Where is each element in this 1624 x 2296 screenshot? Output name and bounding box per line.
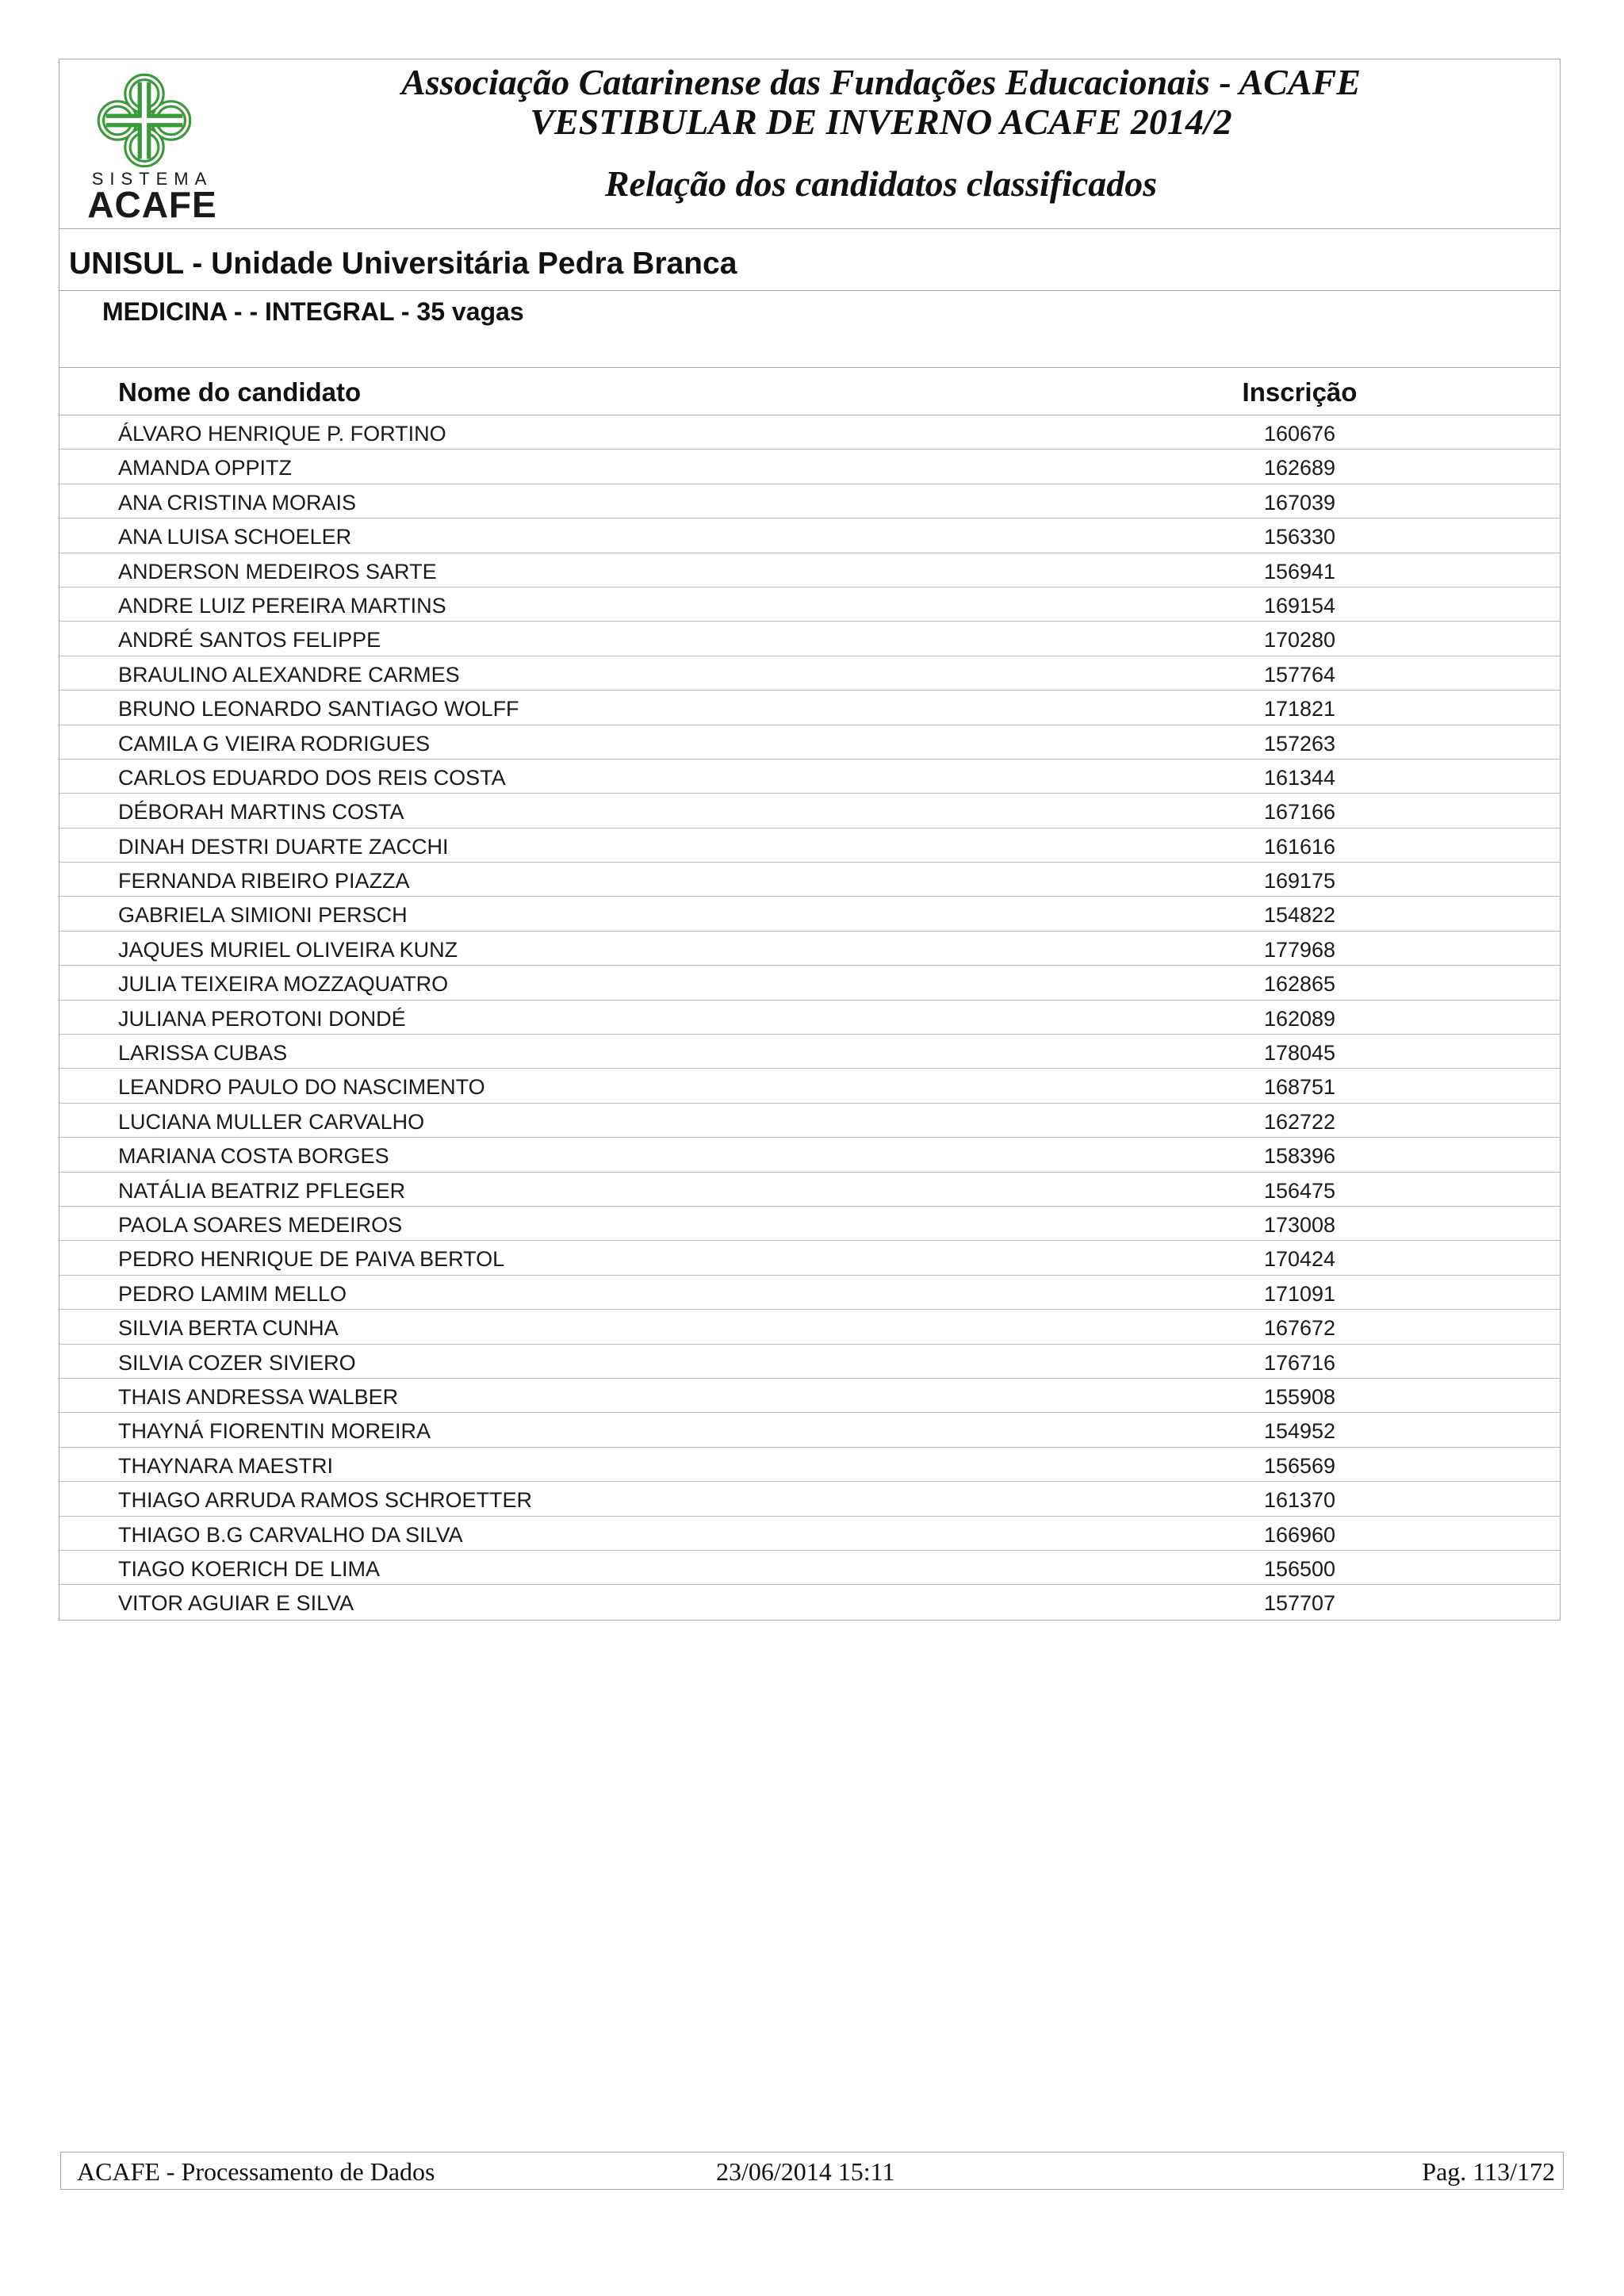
table-row bbox=[59, 1001, 1560, 1035]
candidate-name: BRAULINO ALEXANDRE CARMES bbox=[118, 662, 460, 687]
candidate-registration: 170280 bbox=[1263, 628, 1336, 652]
candidate-name: GABRIELA SIMIONI PERSCH bbox=[118, 903, 408, 928]
candidate-name: ANDRÉ SANTOS FELIPPE bbox=[118, 628, 381, 652]
candidate-registration: 173008 bbox=[1263, 1212, 1336, 1237]
candidate-registration: 166960 bbox=[1263, 1522, 1336, 1547]
table-row bbox=[59, 1035, 1560, 1069]
table-row bbox=[59, 966, 1560, 1000]
candidate-registration: 169175 bbox=[1263, 869, 1336, 894]
table-row bbox=[59, 794, 1560, 828]
candidate-registration: 162089 bbox=[1263, 1006, 1336, 1031]
candidate-name: VITOR AGUIAR E SILVA bbox=[118, 1591, 354, 1616]
candidate-name: LUCIANA MULLER CARVALHO bbox=[118, 1109, 425, 1134]
candidate-name: PEDRO LAMIM MELLO bbox=[118, 1281, 347, 1306]
candidate-registration: 161370 bbox=[1263, 1488, 1336, 1513]
candidate-registration: 162689 bbox=[1263, 456, 1336, 480]
candidate-registration: 161616 bbox=[1263, 834, 1336, 859]
table-row bbox=[59, 1413, 1560, 1447]
table-row bbox=[59, 450, 1560, 484]
footer-source: ACAFE - Processamento de Dados bbox=[77, 2157, 435, 2186]
candidate-name: ANDERSON MEDEIROS SARTE bbox=[118, 559, 437, 584]
table-row bbox=[59, 1276, 1560, 1310]
candidate-name: MARIANA COSTA BORGES bbox=[118, 1144, 389, 1169]
table-row bbox=[59, 1241, 1560, 1275]
candidate-name: JAQUES MURIEL OLIVEIRA KUNZ bbox=[118, 937, 458, 962]
candidate-registration: 160676 bbox=[1263, 422, 1336, 446]
table-row bbox=[59, 553, 1560, 587]
column-header-name: Nome do candidato bbox=[118, 377, 362, 407]
candidate-name: THAIS ANDRESSA WALBER bbox=[118, 1384, 399, 1409]
table-row bbox=[59, 622, 1560, 656]
candidate-registration: 176716 bbox=[1263, 1350, 1336, 1375]
candidate-name: ANA CRISTINA MORAIS bbox=[118, 490, 357, 515]
table-row bbox=[59, 725, 1560, 760]
candidate-name: AMANDA OPPITZ bbox=[118, 456, 293, 480]
candidate-registration: 171091 bbox=[1263, 1281, 1336, 1306]
page-footer bbox=[60, 2152, 1564, 2190]
table-row bbox=[59, 1207, 1560, 1241]
candidate-name: NATÁLIA BEATRIZ PFLEGER bbox=[118, 1178, 406, 1203]
document-header bbox=[59, 59, 1560, 229]
table-row bbox=[59, 587, 1560, 622]
candidate-name: ÁLVARO HENRIQUE P. FORTINO bbox=[118, 422, 446, 446]
candidate-registration: 170424 bbox=[1263, 1247, 1336, 1272]
table-row bbox=[59, 1551, 1560, 1585]
candidate-registration: 167039 bbox=[1263, 490, 1336, 515]
candidate-name: ANA LUISA SCHOELER bbox=[118, 525, 352, 549]
candidate-name: JULIA TEIXEIRA MOZZAQUATRO bbox=[118, 972, 449, 997]
candidate-name: CAMILA G VIEIRA RODRIGUES bbox=[118, 731, 431, 756]
table-row bbox=[59, 760, 1560, 794]
candidate-registration: 177968 bbox=[1263, 937, 1336, 962]
candidate-name: PAOLA SOARES MEDEIROS bbox=[118, 1212, 403, 1237]
table-row bbox=[59, 1379, 1560, 1413]
table-row bbox=[59, 484, 1560, 519]
table-row bbox=[59, 1173, 1560, 1207]
table-row bbox=[59, 519, 1560, 553]
acafe-emblem-icon bbox=[94, 71, 194, 170]
unit-name: UNISUL - Unidade Universitária Pedra Branca bbox=[69, 247, 737, 281]
candidate-registration: 157263 bbox=[1263, 731, 1336, 756]
table-row bbox=[59, 656, 1560, 691]
candidate-registration: 156941 bbox=[1263, 559, 1336, 584]
table-row bbox=[59, 897, 1560, 931]
footer-page-number: Pag. 113/172 bbox=[1422, 2157, 1555, 2186]
candidate-registration: 156330 bbox=[1263, 525, 1336, 549]
table-row bbox=[59, 1448, 1560, 1482]
candidate-name: THIAGO B.G CARVALHO DA SILVA bbox=[118, 1522, 463, 1547]
candidate-name: DINAH DESTRI DUARTE ZACCHI bbox=[118, 834, 449, 859]
course-name: MEDICINA - - INTEGRAL - 35 vagas bbox=[102, 297, 524, 326]
candidate-registration: 156500 bbox=[1263, 1556, 1336, 1581]
candidate-name: LEANDRO PAULO DO NASCIMENTO bbox=[118, 1075, 485, 1100]
candidate-registration: 178045 bbox=[1263, 1041, 1336, 1066]
candidate-name: ANDRE LUIZ PEREIRA MARTINS bbox=[118, 593, 446, 618]
candidate-name: THIAGO ARRUDA RAMOS SCHROETTER bbox=[118, 1488, 533, 1513]
exam-title: VESTIBULAR DE INVERNO ACAFE 2014/2 bbox=[530, 101, 1232, 142]
candidate-registration: 168751 bbox=[1263, 1075, 1336, 1100]
candidate-registration: 158396 bbox=[1263, 1144, 1336, 1169]
table-row bbox=[59, 691, 1560, 725]
candidate-name: JULIANA PEROTONI DONDÉ bbox=[118, 1006, 406, 1031]
table-row bbox=[59, 1138, 1560, 1172]
candidate-name: CARLOS EDUARDO DOS REIS COSTA bbox=[118, 765, 506, 790]
candidate-registration: 155908 bbox=[1263, 1384, 1336, 1409]
table-row bbox=[59, 1517, 1560, 1551]
organization-title: Associação Catarinense das Fundações Educacionais - ACAFE bbox=[401, 62, 1361, 102]
candidate-registration: 162865 bbox=[1263, 972, 1336, 997]
table-row bbox=[59, 863, 1560, 897]
candidate-registration: 162722 bbox=[1263, 1109, 1336, 1134]
candidate-registration: 167166 bbox=[1263, 800, 1336, 825]
logo-sistema-text: SISTEMA bbox=[91, 169, 213, 189]
table-row bbox=[59, 1104, 1560, 1138]
candidate-registration: 154822 bbox=[1263, 903, 1336, 928]
table-row bbox=[59, 1069, 1560, 1103]
candidate-name: BRUNO LEONARDO SANTIAGO WOLFF bbox=[118, 697, 519, 721]
candidate-registration: 169154 bbox=[1263, 593, 1336, 618]
candidate-registration: 157764 bbox=[1263, 662, 1336, 687]
table-row bbox=[59, 415, 1560, 450]
candidate-name: DÉBORAH MARTINS COSTA bbox=[118, 800, 404, 825]
candidate-name: THAYNÁ FIORENTIN MOREIRA bbox=[118, 1419, 431, 1444]
report-subtitle: Relação dos candidatos classificados bbox=[604, 163, 1158, 204]
candidate-name: THAYNARA MAESTRI bbox=[118, 1453, 334, 1478]
university-unit bbox=[59, 229, 1560, 291]
table-row bbox=[59, 828, 1560, 863]
table-row bbox=[59, 932, 1560, 966]
course-heading bbox=[59, 291, 1560, 368]
candidate-registration: 156475 bbox=[1263, 1178, 1336, 1203]
candidate-name: PEDRO HENRIQUE DE PAIVA BERTOL bbox=[118, 1247, 505, 1272]
footer-timestamp: 23/06/2014 15:11 bbox=[716, 2157, 895, 2186]
candidate-name: SILVIA COZER SIVIERO bbox=[118, 1350, 356, 1375]
candidate-registration: 167672 bbox=[1263, 1316, 1336, 1341]
candidate-registration: 156569 bbox=[1263, 1453, 1336, 1478]
candidate-registration: 161344 bbox=[1263, 765, 1336, 790]
candidate-registration: 157707 bbox=[1263, 1591, 1336, 1616]
document-frame bbox=[59, 59, 1561, 1621]
candidate-table-body bbox=[59, 415, 1560, 1620]
column-header-registration: Inscrição bbox=[1242, 377, 1358, 407]
table-row bbox=[59, 1310, 1560, 1344]
candidate-registration: 171821 bbox=[1263, 697, 1336, 721]
candidate-name: SILVIA BERTA CUNHA bbox=[118, 1316, 339, 1341]
table-row bbox=[59, 1345, 1560, 1379]
table-row bbox=[59, 1482, 1560, 1516]
candidate-name: FERNANDA RIBEIRO PIAZZA bbox=[118, 869, 410, 894]
candidate-name: TIAGO KOERICH DE LIMA bbox=[118, 1556, 381, 1581]
acafe-logo bbox=[74, 71, 232, 225]
table-row bbox=[59, 1585, 1560, 1619]
table-header bbox=[59, 368, 1560, 415]
candidate-registration: 154952 bbox=[1263, 1419, 1336, 1444]
candidate-name: LARISSA CUBAS bbox=[118, 1041, 288, 1066]
logo-acafe-text: ACAFE bbox=[87, 184, 217, 225]
